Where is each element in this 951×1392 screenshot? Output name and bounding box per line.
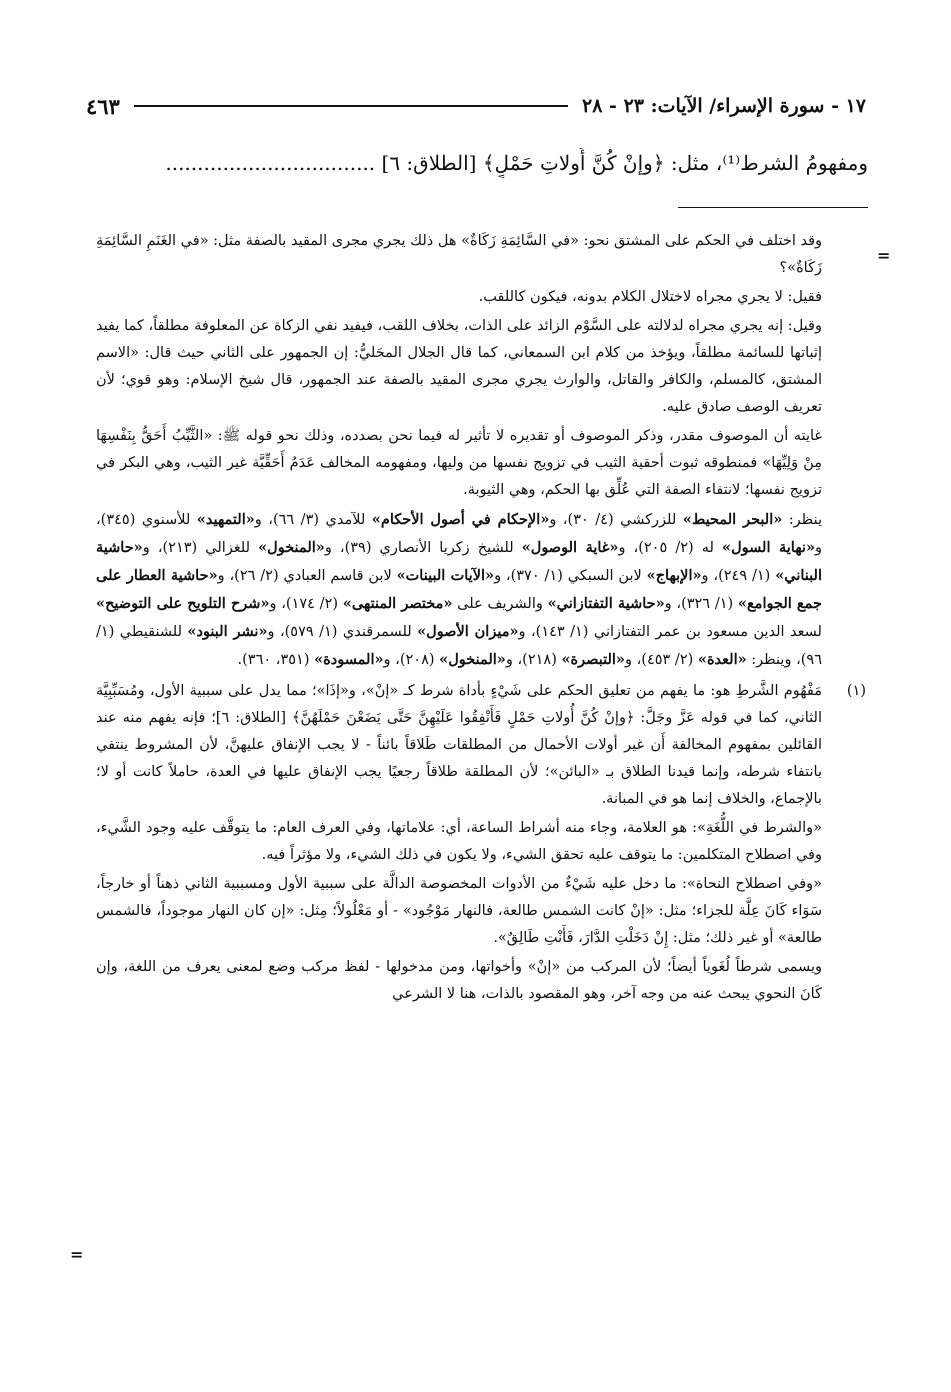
- ref-title: «البحر المحيط»: [682, 511, 783, 528]
- ref-title: «غاية الوصول»: [521, 539, 619, 556]
- references-paragraph: [96, 506, 822, 674]
- running-header: [86, 86, 866, 126]
- ref-text: لابن السبكي (١/ ٣٧٠)، و: [494, 568, 647, 584]
- ref-text: (٣٥١، ٣٦٠).: [237, 652, 315, 668]
- ref-title: «التمهيد»: [196, 511, 255, 528]
- ref-title: «حاشية العطار على جمع الجوامع»: [96, 567, 822, 612]
- ref-text: (١/ ٢٤٩)، و: [701, 568, 776, 584]
- ref-title: «التبصرة»: [561, 651, 625, 668]
- note-paragraph: فقيل: لا يجري مجراه لاختلال الكلام بدونه، فيكون كاللقب.: [478, 289, 822, 305]
- ref-text: (١/ ٣٢٦)، و: [664, 596, 738, 612]
- footnote-paragraph: «وفي اصطلاح النحاة»: ما دخل عليه شَيْءٌ من الأدوات المخصوصة الدالَّة على سببية الأول ومسببية الثاني ذهناً أو خارجاً، سَوَاء كَانَ عِلَّة للجزاء؛ مثل: «إنْ كانت الشمس طالعة، فالنهار مَوْجُود» - أو مَعْلُولاً؛ مِثل: «إن كان النهار موجوداً، فالشمس طالعة» أو غير ذلك؛ مثل: إِنْ دَخَلْتِ الدَّارَ، فَأَنْتِ طَالِقٌ».: [96, 876, 822, 946]
- note-paragraph: وقد اختلف في الحكم على المشتق نحو: «في السَّائِمَةِ زَكَاةٌ» هل ذلك يجري مجرى المقيد بالصفة مثل: «في الغَنَمِ السَّائِمَةِ زَكَاةٌ»؟: [96, 233, 822, 276]
- ref-text: للشنقيطي (١/ ٩٦)، وينظر:: [96, 624, 822, 668]
- ref-text: للزركشي (٤/ ٣٠)، و: [549, 512, 683, 528]
- ref-title: «الإحكام في أصول الأحكام»: [371, 511, 550, 528]
- header-rule: [134, 105, 568, 107]
- ref-title: «العدة»: [697, 651, 747, 668]
- footnote-paragraph: «والشرط في اللُّغَةِ»: هو العلامة، وجاء منه أشراط الساعة، أي: علاماتها، وفي العرف العام: ما يتوقَّف عليه وجود الشَّيء، وفي اصطلاح المتكلمين: ما يتوقف عليه تحقق الشيء، ولا يكون في ذلك الشيء، ولا مؤثراً فيه.: [96, 820, 822, 863]
- ref-text: (٢٠٨)، و: [383, 652, 440, 668]
- ref-title: «المنخول»: [258, 539, 325, 556]
- ref-text: للسمرقندي (١/ ٥٧٩)، و: [267, 624, 418, 640]
- ref-title: «الإبهاج»: [646, 567, 702, 584]
- note-paragraph: وقيل: إنه يجري مجراه لدلالته على السَّوْم الزائد على الذات، بخلاف اللقب، فيفيد نفي الزكاة عن المعلوفة مطلقاً، كما يفيد إثباتها للسائمة مطلقاً، ويؤخذ من كلام ابن السمعاني، كما قال الجلال المحَليُّ: إن الجمهور على الثاني حيث قال: «الاسم المشتق، كالمسلم، والكافر والقاتل، والوارث يجري مجرى المقيد بالصفة عند الجمهور، قال شيخ الإسلام: وهو قوي؛ لأن تعريف الوصف صادق عليه.: [96, 318, 822, 415]
- main-text-line: [98, 148, 868, 178]
- continuation-mark-top: =: [877, 246, 891, 265]
- dotted-leader: .................................: [165, 151, 376, 175]
- ref-text: له (٢/ ٢٠٥)، و: [618, 540, 723, 556]
- continuation-mark-bottom: =: [70, 1245, 84, 1264]
- ref-text: (٢/ ١٧٤)، و: [269, 596, 343, 612]
- footnote-text: مَفْهُوم الشَّرطِ هو: ما يفهم من تعليق الحكم على شَيْءٍ بأداة شرط كـ «إنْ»، و«إذَا»؛ مما يدل على سببية الأول، ومُسَبِّبِيَّة الثاني، كما في قوله عَزَّ وجَلَّ: ﴿وإنْ كُنَّ أُولاتِ حَمْلٍ فَأَنْفِقُوا عَلَيْهِنَّ حَتَّى يَضَعْنَ حَمْلَهُنَّ﴾ [الطلاق: ٦]؛ فإنه يفهم منه عند القائلين بمفهوم المخالفة أَن غير أولات الأحمال من المطلقات طَلاقاً بائناً - لا يجب الإنفاق عليهنَّ، لأن المشروط ينتفي بانتفاء شرطه، وإنما قيدنا الطلاق بـ «البائن»؛ لأن المطلقة طلاقاً رجعيًا يجب الإنفاق عليها في العدة، حاملاً كانت أو لا؛ بالإجماع، والخلاف إنما هو في المبانة.: [96, 683, 822, 807]
- footnotes-area: [96, 228, 866, 1010]
- ref-text: للشيخ زكريا الأنصاري (٣٩)، و: [324, 540, 522, 556]
- ref-text: للغزالي (٢١٣)، و: [142, 540, 259, 556]
- ref-title: «حاشية التفتازاني»: [547, 595, 665, 612]
- footnote-1: [96, 678, 866, 813]
- ref-title: «حاشية البناني»: [96, 539, 822, 584]
- ref-text: للأسنوي (٣٤٥)، و: [96, 512, 823, 556]
- page-number: ٤٦٣: [86, 93, 120, 119]
- ref-intro: ينظر:: [788, 512, 822, 528]
- ref-text: لابن قاسم العبادي (٢/ ٢٦)، و: [217, 568, 397, 584]
- ref-title: «المنخول»: [439, 651, 506, 668]
- ref-text: للآمدي (٣/ ٦٦)، و: [254, 512, 372, 528]
- footnote-paragraph: ويسمى شرطاً لُغَوياً أيضاً؛ لأن المركب من «إنْ» وأخواتها، ومن مدخولها - لفظ مركب وضع لمعنى يعرف من اللغة، وإن كَانَ النحوي يبحث عنه من وجه آخر، وهو المقصود بالذات، هنا لا الشرعي: [96, 959, 822, 1002]
- ref-title: «مختصر المنتهى»: [342, 595, 453, 612]
- ref-text: (٢١٨)، و: [505, 652, 562, 668]
- ref-text: لسعد الدين مسعود بن عمر التفتازاني (١/ ١٤٣)، و: [518, 624, 822, 640]
- ref-text: والشريف على: [452, 596, 548, 612]
- footnote-number: (١): [846, 683, 866, 699]
- note-paragraph: غايته أن الموصوف مقدر، وذكر الموصوف أو تقديره لا تأثير له فيما نحن بصدده، وذلك نحو قوله ﷺ: «الثَّيِّبُ أَحَقُّ بِنَفْسِهَا مِنْ وَلِيِّهَا» فمنطوقه ثبوت أحقية الثيب في تزويج نفسها من وليها، ومفهومه المخالف عَدَمُ أَحَقِّيَّة غير الثيب، وهي البكر في تزويج نفسها؛ لانتفاء الصفة التي عُلِّق بها الحكم، وهي الثيوبة.: [96, 428, 822, 498]
- ref-title: «شرح التلويح على التوضيح»: [96, 595, 270, 612]
- ref-title: «ميزان الأصول»: [417, 623, 519, 640]
- footnote-separator: [678, 207, 868, 208]
- ref-title: «الآيات البينات»: [396, 567, 495, 584]
- ref-title: «نهاية السول»: [722, 539, 816, 556]
- main-text: ومفهومُ الشرط⁽¹⁾، مثل: ﴿وإنْ كُنَّ أُولاتِ حَمْلٍ﴾ [الطلاق: ٦]: [381, 151, 868, 175]
- ref-title: «نشر البنود»: [187, 623, 268, 640]
- ref-text: (٢/ ٤٥٣)، و: [624, 652, 698, 668]
- chapter-title: ١٧ - سورة الإسراء/ الآيات: ٢٣ - ٢٨: [582, 95, 866, 117]
- ref-title: «المسودة»: [314, 651, 384, 668]
